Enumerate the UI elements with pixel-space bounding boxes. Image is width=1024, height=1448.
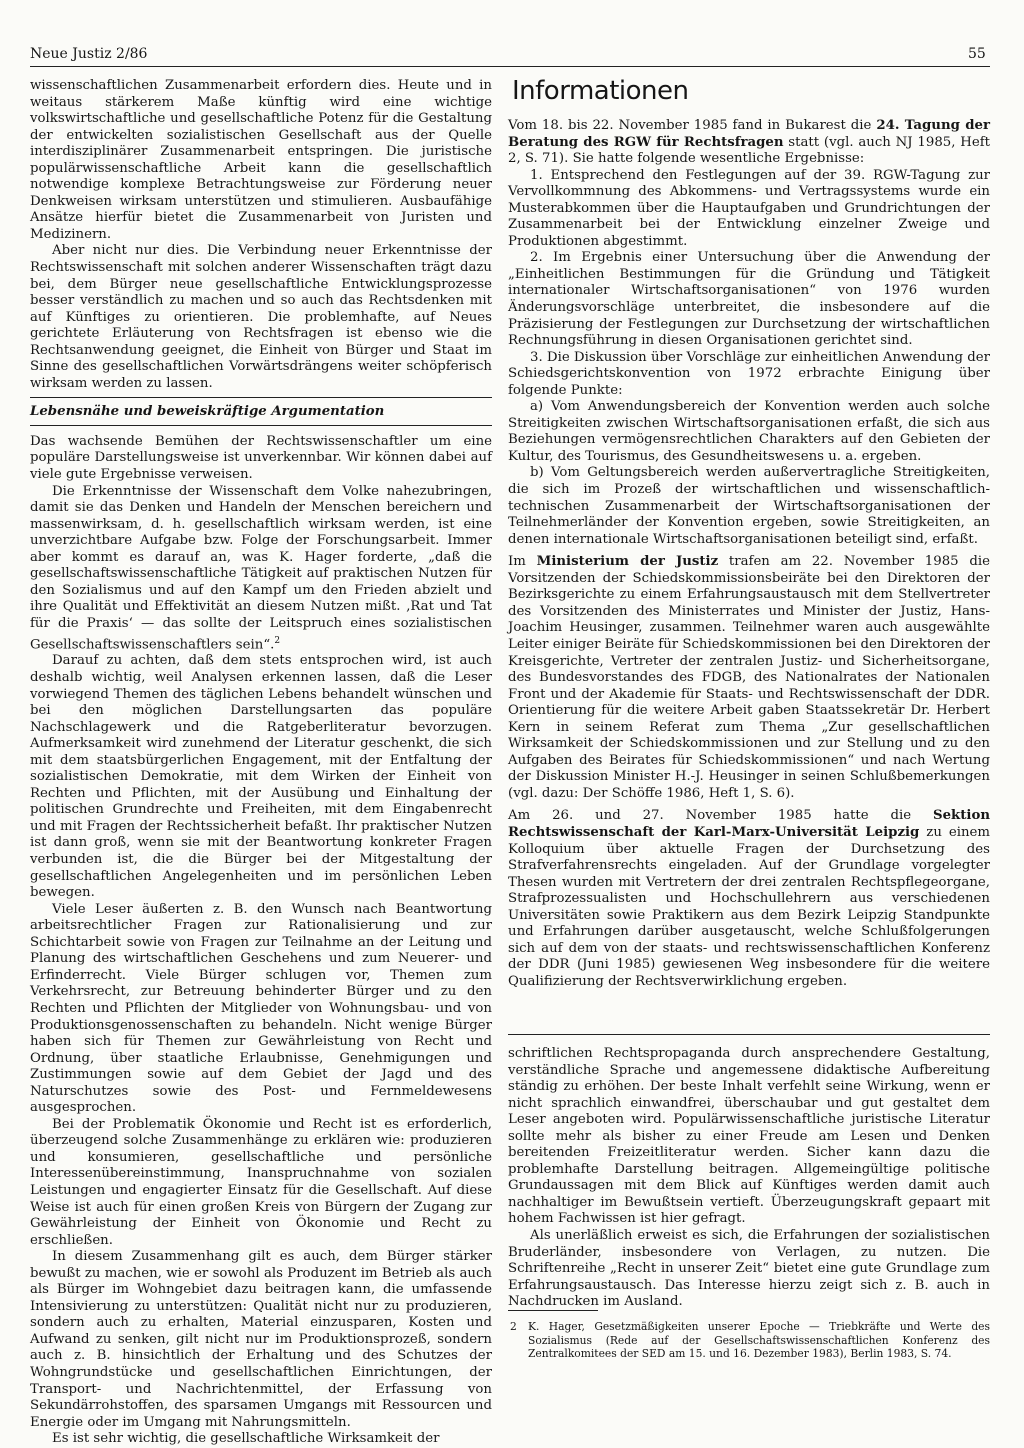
- footnote-ref: 2: [274, 635, 281, 646]
- paragraph: [30, 484, 492, 654]
- header-rule: [30, 66, 990, 67]
- list-item: 1. Entsprechend den Festlegungen auf der 39. RGW-Tagung zur Vervollkommnung des Abkommens- und Vertragssystems wurde ein Musterabkommen über die Hauptaufgaben und Grundrichtungen der Zusammenarbeit bei der Entwicklung einzelner Zweige und Produktionen abgestimmt.: [508, 167, 990, 249]
- footnote: [510, 1320, 990, 1361]
- footnote-rule: [508, 1310, 598, 1311]
- news-item: [508, 554, 990, 802]
- footnote-text: K. Hager, Gesetzmäßigkeiten unserer Epoche — Triebkräfte und Werte des Sozialismus (Rede auf der Gesellschaftswissenschaftlichen Konferenz des Zentralkomitees der SED am 15. und 16. Dezember 1983), Berlin 1983, S. 74.: [528, 1320, 990, 1361]
- footnote-number: 2: [510, 1320, 517, 1333]
- paragraph: Das wachsende Bemühen der Rechtswissenschaftler um eine populäre Darstellungsweise ist unverkennbar. Wir können dabei auf viele gute Ergebnisse verweisen.: [30, 433, 492, 483]
- section-rule: [30, 397, 492, 398]
- list-item: 2. Im Ergebnis einer Untersuchung über die Anwendung der „Einheitlichen Bestimmungen für die Gründung und Tätigkeit internationaler Wirtschaftsorganisationen“ von 1976 wurden Änderungsvorschläge unterbreitet, die insbesondere auf die Präzisierung der Festlegungen zur Durchsetzung der wirtschaftlichen Rechnungsführung in diesen Organisationen gerichtet sind.: [508, 250, 990, 349]
- paragraph: schriftlichen Rechtspropaganda durch ansprechendere Gestaltung, verständliche Sprache und angemessene didaktische Aufbereitung ständig zu erhöhen. Der beste Inhalt verfehlt seine Wirkung, wenn er nicht sprachlich einwandfrei, überschaubar und gut gestaltet dem Leser angeboten wird. Populärwissenschaftliche juristische Literatur sollte mehr als bisher zu einer Freude am Lesen und Denken bereitenden Freizeitliteratur werden. Sicher kann dazu die problemhafte Darstellung beitragen. Allgemeingültige politische Grundaussagen mit dem Blick auf Künftiges werden damit auch nachhaltiger im Bewußtsein vertieft. Überzeugungskraft gepaart mit hohem Fachwissen ist hier gefragt.: [508, 1046, 990, 1227]
- text-run: Im: [508, 554, 537, 570]
- text-run: Vom 18. bis 22. November 1985 fand in Bukarest die: [508, 118, 877, 133]
- quote-text: Die Erkenntnisse der Wissenschaft dem Volke nahezubringen, damit sie das Denken und Handeln der Menschen bereichern und massenwirksam, d. h. gesellschaftlich wirksam werden, ist eine unverzichtbare Aufgabe bzw. Folge der Forschungsarbeit. Immer aber kommt es darauf an, was K. Hager forderte, „daß die gesellschaftswissenschaftliche Tätigkeit auf praktischen Nutzen für den Sozialismus und auf den Kampf um den Frieden abzielt und ihre Qualität und Effektivität an diesem Nutzen mißt. ‚Rat und Tat für die Praxis‘ — das sollte der Leitspruch eines sozialistischen Gesellschaftswissenschaftlers sein“.: [30, 483, 492, 652]
- news-item: [508, 118, 990, 168]
- text-run: statt (vgl. auch NJ 1985, Heft 2, S. 71). Sie hatte folgende wesentliche Ergebnisse:: [508, 134, 990, 167]
- right-column-continuation: [508, 1046, 990, 1311]
- paragraph: Viele Leser äußerten z. B. den Wunsch nach Beantwortung arbeitsrechtlicher Fragen zur Rationalisierung und zur Schichtarbeit sowie von Fragen zur Teilnahme an der Leitung und Planung des wirtschaftlichen Geschehens und zum Neuerer- und Erfinderrecht. Viele Bürger schlugen vor, Themen zum Verkehrsrecht, zur Betreuung behinderter Bürger und zu den Rechten und Pflichten der Mitglieder von Wohnungsbau- und von Produktionsgenossenschaften zu behandeln. Nicht wenige Bürger haben sich für Themen zur Gewährleistung von Recht und Ordnung, über staatliche Erlaubnisse, Genehmigungen und Zustimmungen sowie auf dem Gebiet der Jagd und des Naturschutzes sowie des Post- und Fernmeldewesens ausgesprochen.: [30, 901, 492, 1116]
- paragraph: wissenschaftlichen Zusammenarbeit erfordern dies. Heute und in weitaus stärkerem Maße künftig wird eine wichtige volkswirtschaftliche und gesellschaftliche Potenz für die Gestaltung der entwickelten sozialistischen Gesellschaft aus der Quelle interdisziplinärer Zusammenarbeit entspringen. Die juristische populärwissenschaftliche Arbeit kann die gesellschaftlich notwendige komplexe Betrachtungsweise zur Förderung neuer Denkweisen wirksam unterstützen und stimulieren. Ausbaufähige Ansätze hierfür bietet die Zusammenarbeit von Juristen und Medizinern.: [30, 78, 492, 242]
- section-heading-informationen: Informationen: [512, 76, 689, 106]
- bold-run: 24. Tagung der Beratung des RGW für Rechtsfragen: [508, 118, 991, 150]
- news-item: [508, 808, 990, 990]
- list-item: a) Vom Anwendungsbereich der Konvention werden auch solche Streitigkeiten zwischen Wirtschaftsorganisationen erfaßt, die sich aus Beziehungen vermögensrechtlichen Charakters auf den Gebieten der Kultur, des Tourismus, des Gesundheitswesens u. a. ergeben.: [508, 399, 990, 464]
- paragraph: Es ist sehr wichtig, die gesellschaftliche Wirksamkeit der: [52, 1431, 440, 1447]
- right-column-news: [508, 118, 990, 990]
- journal-header: Neue Justiz 2/86: [30, 46, 148, 62]
- page-number: 55: [968, 46, 986, 62]
- list-item: b) Vom Geltungsbereich werden außervertragliche Streitigkeiten, die sich im Prozeß der wirtschaftlichen und wissenschaftlich-technischen Zusammenarbeit der Wirtschaftsorganisationen der Teilnehmerländer der Konvention ergeben, sowie Streitigkeiten, an denen internationale Wirtschaftsorganisationen beteiligt sind, erfaßt.: [508, 465, 990, 547]
- paragraph: Als unerläßlich erweist es sich, die Erfahrungen der sozialistischen Bruderländer, insbesondere von Verlagen, zu nutzen. Die Schriftenreihe „Recht in unserer Zeit“ bietet eine gute Grundlage zum Erfahrungsaustausch. Das Interesse hierzu zeigt sich z. B. auch in Nachdrucken im Ausland.: [508, 1228, 990, 1310]
- paragraph: Aber nicht nur dies. Die Verbindung neuer Erkenntnisse der Rechtswissenschaft mit solchen anderer Wissenschaften trägt dazu bei, dem Bürger neue gesellschaftliche Entwicklungsprozesse besser verständlich zu machen und so auch das Rechtsdenken mit auf Künftiges zu orientieren. Die problemhafte, auf Neues gerichtete Erläuterung von Rechtsfragen ist ebenso wie die Rechtsanwendung geeignet, die Einheit von Bürger und Staat im Sinne des gesellschaftlichen Vorwärtsdrängens weiter schöpferisch wirksam werden zu lassen.: [30, 243, 492, 391]
- left-column: [30, 78, 492, 1448]
- bold-run: Sektion Rechtswissenschaft der Karl-Marx-Universität Leipzig: [508, 808, 990, 840]
- bold-run: Ministerium der Justiz: [536, 554, 719, 570]
- column-separator: [508, 1034, 990, 1035]
- paragraph: Bei der Problematik Ökonomie und Recht ist es erforderlich, überzeugend solche Zusammenhänge zu erklären wie: produzieren und konsumieren, gesellschaftliche und persönliche Interessenübereinstimmung, Inanspruchnahme von sozialen Leistungen und engagierter Einsatz für die Gesellschaft. Auf diese Weise ist auch für einen großen Kreis von Bürgern der Zugang zur Gewährleistung der Einheit von Ökonomie und Recht zu erschließen.: [30, 1116, 492, 1248]
- text-run: zu einem Kolloquium über aktuelle Fragen der Durchsetzung des Strafverfahrensrechts eingeladen. Auf der Grundlage vorgelegter Thesen wurden mit Vertretern der drei zentralen Rechtspflegeorgane, Strafprozessualisten und Hochschullehrern aus verschiedenen Universitäten sowie Praktikern aus dem Bezirk Leipzig Standpunkte und Erfahrungen darüber ausgetauscht, welche Schlußfolgerungen sich auf dem von der staats- und rechtswissenschaftlichen Konferenz der DDR (Juni 1985) gewiesenen Weg insbesondere für die weitere Qualifizierung der Rechtsverwirklichung ergeben.: [508, 824, 990, 989]
- section-rule: [30, 425, 492, 426]
- paragraph: In diesem Zusammenhang gilt es auch, dem Bürger stärker bewußt zu machen, wie er sowohl als Produzent im Betrieb als auch als Bürger im Wohngebiet dazu beitragen kann, die umfassende Intensivierung zu unterstützen: Qualität nicht nur zu produzieren, sondern auch zu erhalten, Material einzusparen, Kosten und Aufwand zu senken, gilt nicht nur im Produktionsprozeß, sondern auch z. B. hinsichtlich der Erhaltung und des Schutzes der Wohngrundstücke und gesellschaftlichen Einrichtungen, der Transport- und Nachrichtenmittel, der Erfassung von Sekundärrohstoffen, des sparsamen Umgangs mit Ressourcen und Energie oder im Umgang mit Nahrungsmitteln.: [30, 1249, 492, 1430]
- list-item: 3. Die Diskussion über Vorschläge zur einheitlichen Anwendung der Schiedsgerichtskonvention von 1972 erbrachte Einigung über folgende Punkte:: [508, 349, 991, 398]
- section-heading: Lebensnähe und beweiskräftige Argumentation: [30, 404, 385, 420]
- paragraph: Darauf zu achten, daß dem stets entsprochen wird, ist auch deshalb wichtig, weil Analysen erkennen lassen, daß die Leser vorwiegend Themen des täglichen Lebens behandelt wünschen und bei den möglichen Darstellungsarten das populäre Nachschlagewerk und die Ratgeberliteratur bevorzugen. Aufmerksamkeit wird zunehmend der Literatur geschenkt, die sich mit dem staatsbürgerlichen Engagement, mit der Entfaltung der sozialistischen Demokratie, mit dem Wirken der Einheit von Rechten und Pflichten, mit der Ausübung und Einhaltung der politischen Grundrechte und Freiheiten, mit dem Eingabenrecht und mit Fragen der Rechtssicherheit befaßt. Ihr praktischer Nutzen ist dann groß, wenn sie mit der Beantwortung konkreter Fragen verbunden ist, die die Bürger bei der Mitgestaltung der gesellschaftlichen Angelegenheiten und im persönlichen Leben bewegen.: [30, 653, 492, 901]
- text-run: Am 26. und 27. November 1985 hatte die: [508, 808, 933, 824]
- text-run: trafen am 22. November 1985 die Vorsitzenden der Schiedskommissionsbeiräte bei den Direktoren der Bezirksgerichte zu einem Erfahrungsaustausch mit dem Stellvertreter des Vorsitzenden des Ministerrates und Minister der Justiz, Hans-Joachim Heusinger, zusammen. Teilnehmer waren auch ausgewählte Leiter einiger Beiräte für Schiedskommissionen bei den Direktoren der Kreisgerichte, Vertreter der zentralen Justiz- und Sicherheitsorgane, des Bundesvorstandes des FDGB, des Nationalrates der Nationalen Front und der Akademie für Staats- und Rechtswissenschaft der DDR. Orientierung für die weitere Arbeit gaben Staatssekretär Dr. Herbert Kern in seinem Referat zum Thema „Zur gesellschaftlichen Wirksamkeit der Schiedskommissionen und zur Stellung und zu den Aufgaben des Beirates für Schiedskommissionen“ und nach Wertung der Diskussion Minister H.-J. Heusinger in seinen Schlußbemerkungen (vgl. dazu: Der Schöffe 1986, Heft 1, S. 6).: [508, 554, 990, 801]
